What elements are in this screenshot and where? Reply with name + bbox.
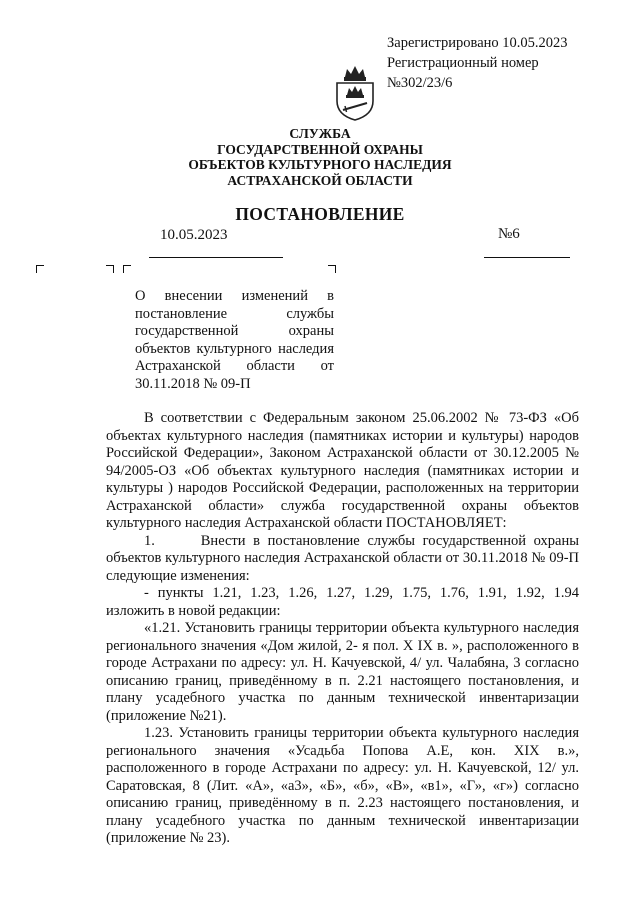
subject-bracket-right — [328, 265, 336, 273]
registration-line-2: Регистрационный номер — [387, 55, 539, 71]
document-title: ПОСТАНОВЛЕНИЕ — [235, 204, 405, 224]
document-body — [106, 410, 583, 848]
organization-line-3: ОБЪЕКТОВ КУЛЬТУРНОГО НАСЛЕДИЯ — [188, 157, 452, 172]
document-date: 10.05.2023 — [160, 227, 228, 243]
document-subject: О внесении изменений в постановление службы государственной охраны объектов культурного наследия Астраханской области от 30.11.2018 № 09-П — [135, 288, 334, 392]
coat-of-arms-icon — [333, 63, 377, 121]
registration-stamp — [387, 33, 568, 93]
organization-line-2: ГОСУДАРСТВЕННОЙ ОХРАНЫ — [217, 141, 423, 157]
document-number: №6 — [498, 226, 520, 242]
corner-mark-left — [36, 265, 44, 273]
registration-line-1: Зарегистрировано 10.05.2023 — [387, 35, 568, 51]
organization-line-4: АСТРАХАНСКОЙ ОБЛАСТИ — [227, 172, 413, 188]
subject-bracket-left — [123, 265, 131, 273]
number-underline — [484, 257, 570, 258]
preamble: В соответствии с Федеральным законом 25.06.2002 № 73-ФЗ «Об объектах культурного наследия (памятниках истории и культуры) народов Российской Федерации», Законом Астраханской области от 30.12.2005 № 94/2005-ОЗ «Об объектах культурного наследия (памятниках истории и культуры ) народов Российской Федерации, расположенных на территории Астраханской области» служба государственной охраны объектов культурного наследия Астраханской области ПОСТАНОВЛЯЕТ: — [106, 410, 579, 531]
item-1-dash: - пункты 1.21, 1.23, 1.26, 1.27, 1.29, 1.75, 1.76, 1.91, 1.92, 1.94 изложить в новой редакции: — [106, 585, 579, 619]
paragraph-1-21: «1.21. Установить границы территории объекта культурного наследия регионального значения «Дом жилой, 2- я пол. X IX в. », расположенного в городе Астрахани по адресу: ул. Н. Качуевской, 4/ ул. Чалабяна, 3 согласно описанию границ, приведённому в п. 2.21 настоящего постановления, и плану усадебного участка по данным технической инвентаризации (приложение №21). — [106, 620, 579, 724]
organization-line-1: СЛУЖБА — [289, 126, 351, 141]
date-underline — [149, 257, 283, 258]
organization-header — [0, 126, 640, 188]
paragraph-1-23: 1.23. Установить границы территории объекта культурного наследия регионального значения «Усадьба Попова А.Е, кон. XIX в.», расположенного в городе Астрахани по адресу: ул. Н. Качуевской, 12/ ул. Саратовская, 8 (Лит. «А», «а3», «Б», «б», «В», «в1», «Г», «г») согласно описанию границ, приведённому в п. 2.23 настоящего постановления, и плану усадебного участка по данным технической инвентаризации (приложение № 23). — [106, 725, 579, 846]
item-1: 1. Внести в постановление службы государственной охраны объектов культурного наследия Астраханской области от 30.11.2018 № 09-П следующие изменения: — [106, 532, 583, 584]
corner-mark-right — [106, 265, 114, 273]
registration-number: №302/23/6 — [387, 75, 453, 91]
